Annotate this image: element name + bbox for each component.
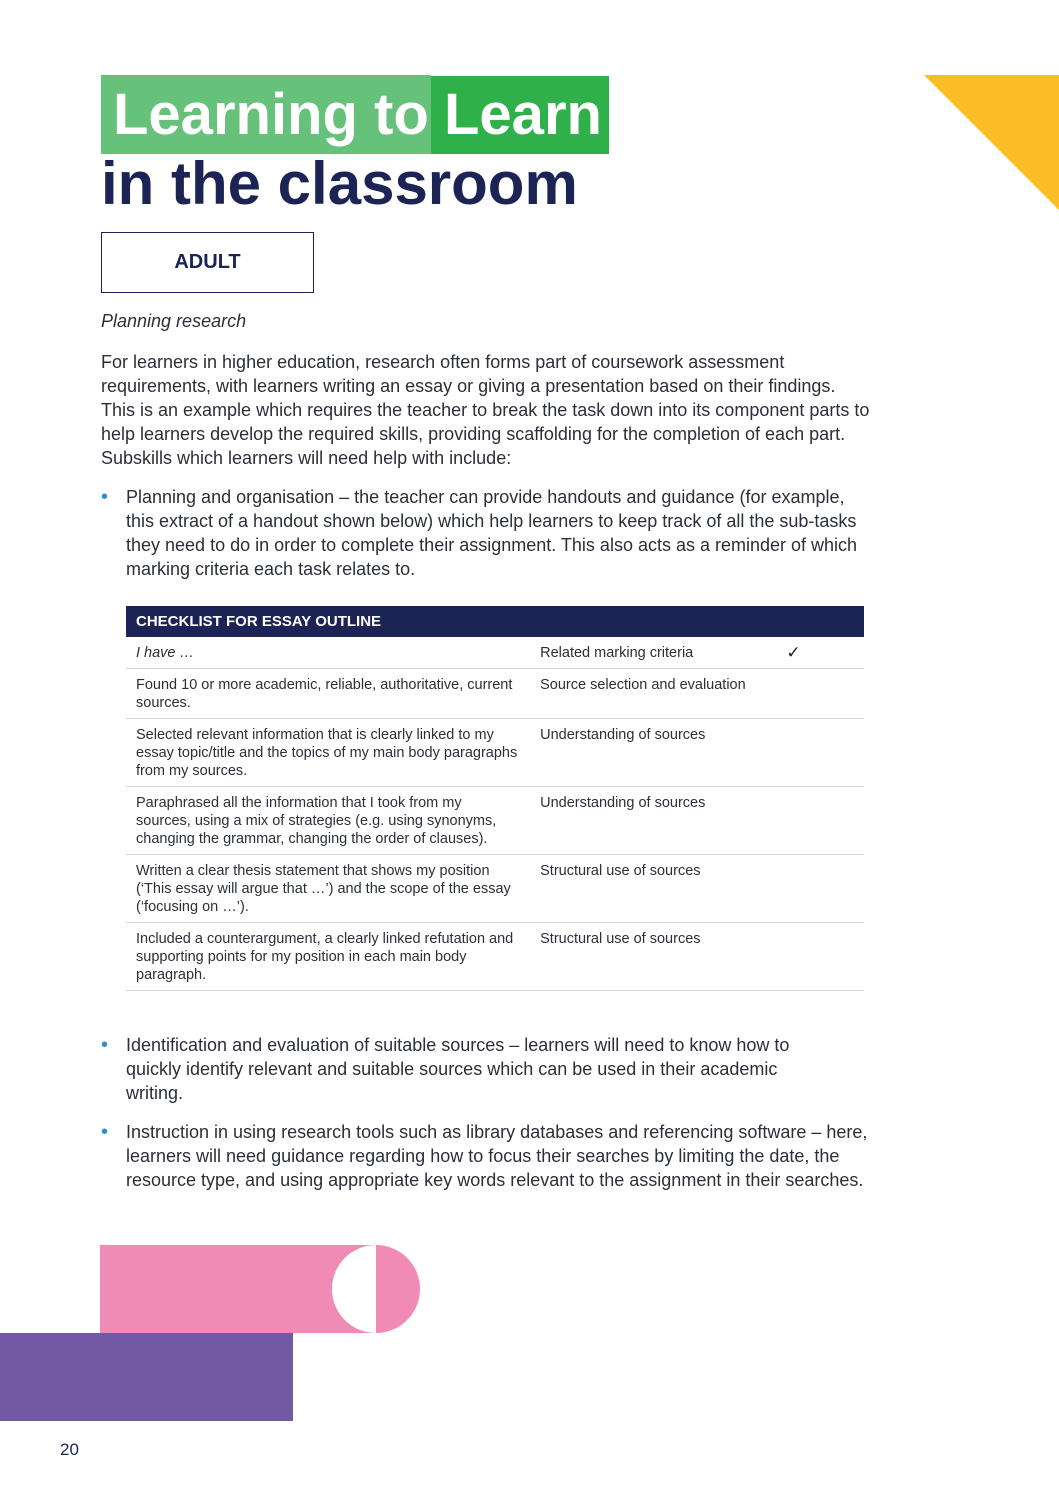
- row-check-cell[interactable]: [776, 855, 864, 923]
- bullet-text: Planning and organisation – the teacher can provide handouts and guidance (for example, this extract of a handout shown below) which help learners to keep track of all the sub-tasks they need to do in order to complete their assignment. This also acts as a reminder of which marking criteria each task relates to.: [126, 487, 858, 579]
- table-row: [126, 923, 864, 991]
- table-row: [126, 787, 864, 855]
- half-circle-decoration: [332, 1245, 420, 1333]
- column-header-task: I have …: [126, 637, 530, 669]
- row-criteria: Structural use of sources: [530, 855, 776, 923]
- title-word-learn: Learn: [444, 82, 602, 147]
- row-check-cell[interactable]: [776, 719, 864, 787]
- title-word-learning-to: Learning to: [113, 82, 429, 147]
- checkmark-icon: ✓: [776, 637, 864, 669]
- row-criteria: Structural use of sources: [530, 923, 776, 991]
- bullet-text: Instruction in using research tools such as library databases and referencing software – here, learners will need guidance regarding how to focus their searches by limiting the date, the resource type, and using appropriate key words relevant to the assignment in their searches.: [126, 1122, 868, 1190]
- column-header-criteria: Related marking criteria: [530, 637, 776, 669]
- intro-paragraph: For learners in higher education, research often forms part of coursework assessment requirements, with learners writing an essay or giving a presentation based on their findings. This is an example which requires the teacher to break the task down into its component parts to help learners develop the required skills, providing scaffolding for the completion of each part. Subskills which learners will need help with include:: [101, 352, 870, 468]
- bullet-text: Identification and evaluation of suitable sources – learners will need to know how to quickly identify relevant and suitable sources which can be used in their academic writing.: [126, 1035, 790, 1103]
- table-row: [126, 669, 864, 719]
- section-subheading: Planning research: [101, 311, 247, 331]
- bullet-item: [101, 1120, 871, 1220]
- bullet-item: [101, 485, 871, 585]
- checklist-table: [126, 606, 864, 991]
- table-row: [126, 855, 864, 923]
- bullet-item: [101, 1033, 871, 1108]
- page-title-line2: in the classroom: [101, 150, 578, 217]
- bullet-dot-icon: •: [101, 1034, 109, 1056]
- purple-block-decoration: [0, 1333, 293, 1421]
- row-criteria: Understanding of sources: [530, 719, 776, 787]
- table-header-row: [126, 606, 864, 637]
- table-row: [126, 719, 864, 787]
- row-check-cell[interactable]: [776, 669, 864, 719]
- row-task: Found 10 or more academic, reliable, authoritative, current sources.: [126, 669, 530, 719]
- bullet-dot-icon: •: [101, 486, 109, 508]
- row-task: Selected relevant information that is clearly linked to my essay topic/title and the topics of my main body paragraphs from my sources.: [126, 719, 530, 787]
- row-check-cell[interactable]: [776, 923, 864, 991]
- row-criteria: Understanding of sources: [530, 787, 776, 855]
- page-number: 20: [60, 1440, 79, 1459]
- row-task: Paraphrased all the information that I took from my sources, using a mix of strategies (e.g. using synonyms, changing the grammar, changing the order of clauses).: [126, 787, 530, 855]
- audience-badge: ADULT: [101, 232, 314, 293]
- table-column-row: [126, 637, 864, 669]
- row-task: Written a clear thesis statement that shows my position (‘This essay will argue that …’) and the scope of the essay (‘focusing on …’).: [126, 855, 530, 923]
- row-task: Included a counterargument, a clearly linked refutation and supporting points for my position in each main body paragraph.: [126, 923, 530, 991]
- bullet-dot-icon: •: [101, 1121, 109, 1143]
- row-criteria: Source selection and evaluation: [530, 669, 776, 719]
- table-title: CHECKLIST FOR ESSAY OUTLINE: [126, 606, 864, 637]
- row-check-cell[interactable]: [776, 787, 864, 855]
- corner-triangle-decoration: [924, 75, 1059, 210]
